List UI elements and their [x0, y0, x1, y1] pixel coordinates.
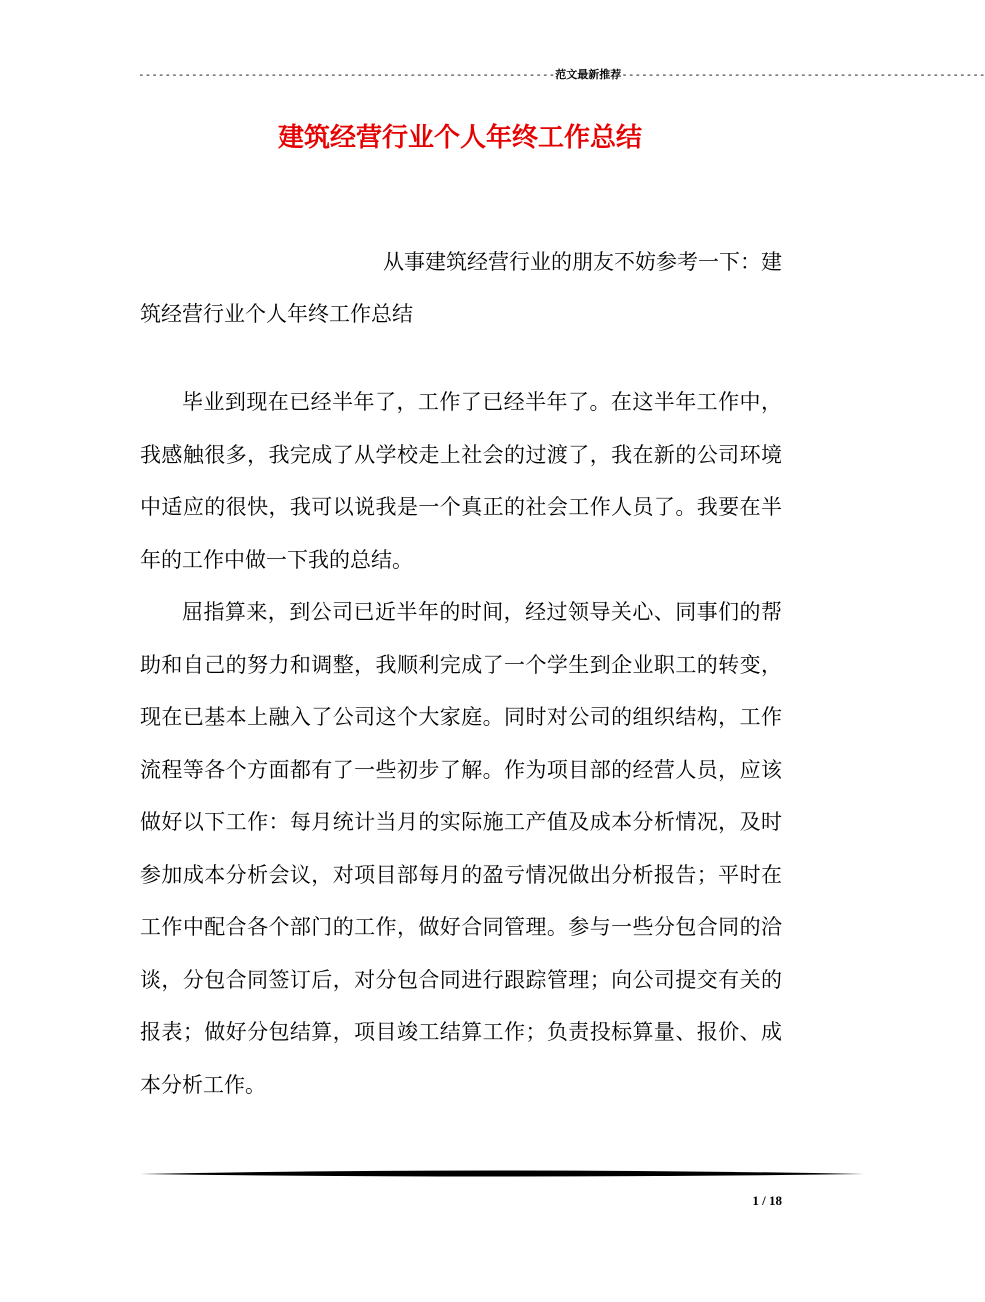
header-left-dashes: ---------------------------------------------------------------: [138, 68, 556, 81]
intro-line-1: 从事建筑经营行业的朋友不妨参考一下：建: [383, 250, 782, 274]
header-rule: [138, 68, 985, 82]
body-text: [140, 376, 782, 1111]
paragraph-1: 毕业到现在已经半年了，工作了已经半年了。在这半年工作中，我感触很多，我完成了从学校走上社会的过渡了，我在新的公司环境中适应的很快，我可以说我是一个真正的社会工作人员了。我要在半年的工作中做一下我的总结。: [140, 390, 782, 572]
paragraph-2: 屈指算来，到公司已近半年的时间，经过领导关心、同事们的帮助和自己的努力和调整，我顺利完成了一个学生到企业职工的转变，现在已基本上融入了公司这个大家庭。同时对公司的组织结构，工作流程等各个方面都有了一些初步了解。作为项目部的经营人员，应该做好以下工作：每月统计当月的实际施工产值及成本分析情况，及时参加成本分析会议，对项目部每月的盈亏情况做出分析报告；平时在工作中配合各个部门的工作，做好合同管理。参与一些分包合同的洽谈，分包合同签订后，对分包合同进行跟踪管理；向公司提交有关的报表；做好分包结算，项目竣工结算工作；负责投标算量、报价、成本分析工作。: [140, 600, 782, 1097]
page-number: 1 / 18: [752, 1193, 782, 1208]
document-title: 建筑经营行业个人年终工作总结: [277, 123, 642, 153]
header-label: 范文最新推荐: [555, 68, 622, 81]
header-right-dashes: -------------------------------------------------------: [621, 68, 985, 81]
footer-divider: [140, 1170, 864, 1178]
intro-line-2: 筑经营行业个人年终工作总结: [140, 302, 413, 326]
intro-block: [140, 236, 782, 340]
